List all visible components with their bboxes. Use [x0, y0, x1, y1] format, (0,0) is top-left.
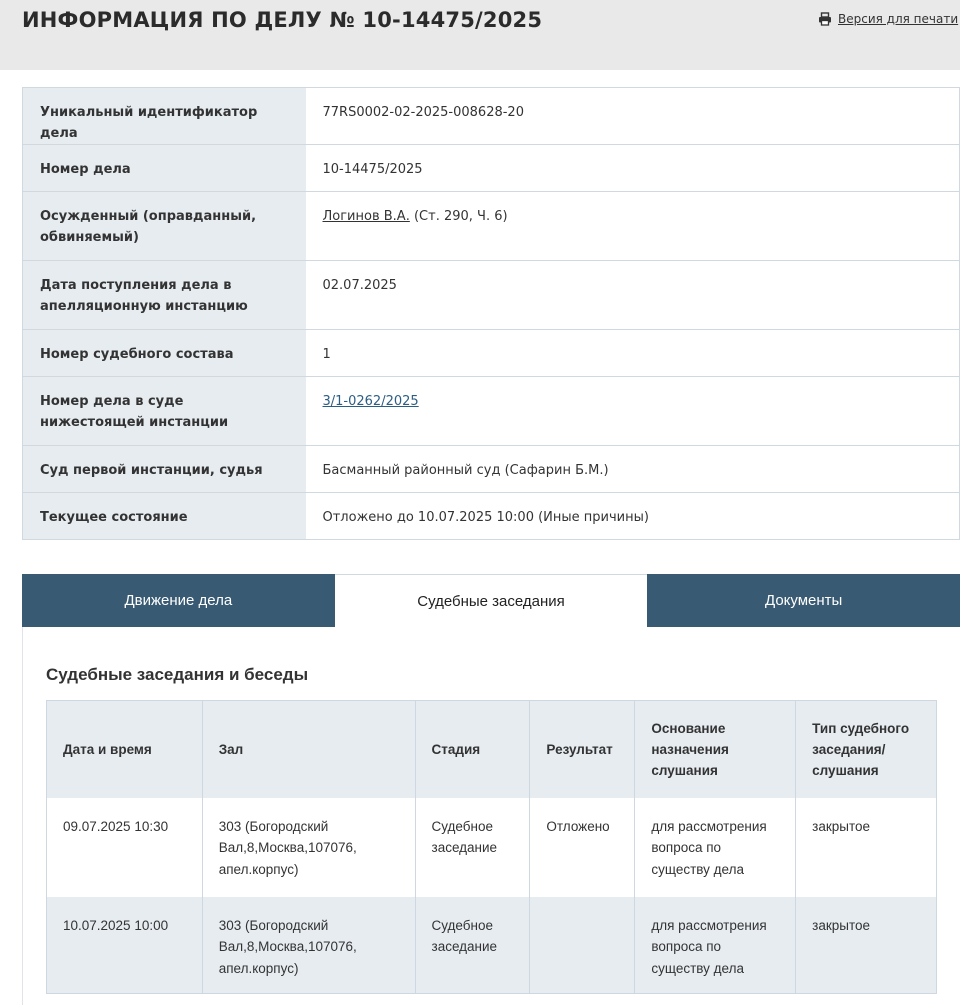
info-row-status — [23, 493, 960, 540]
column-header: Основание назначения слушания — [635, 701, 796, 798]
article-text: (Ст. 290, Ч. 6) — [409, 209, 508, 224]
info-row-panel-number — [23, 330, 960, 377]
info-label: Осужденный (оправданный, обвиняемый) — [23, 192, 306, 261]
section-title: Судебные заседания и беседы — [46, 665, 309, 684]
info-label: Номер судебного состава — [23, 330, 306, 377]
info-row-uid — [23, 88, 960, 145]
column-header: Стадия — [415, 701, 530, 798]
table-cell: Судебное заседание — [415, 798, 530, 897]
column-header: Зал — [202, 701, 415, 798]
info-value: 10-14475/2025 — [306, 145, 960, 192]
print-version-link[interactable] — [818, 12, 958, 26]
info-value — [306, 192, 960, 261]
column-header: Результат — [530, 701, 635, 798]
printer-icon — [818, 12, 832, 26]
tab-court-hearings[interactable]: Судебные заседания — [335, 574, 648, 627]
table-cell: 09.07.2025 10:30 — [47, 798, 203, 897]
info-row-received-date — [23, 261, 960, 330]
hearings-table — [46, 700, 937, 994]
case-info-table — [22, 87, 960, 540]
table-cell: для рассмотрения вопроса по существу дела — [635, 798, 796, 897]
tab-documents[interactable]: Документы — [647, 574, 960, 627]
table-cell: закрытое — [796, 798, 937, 897]
case-tabs — [22, 574, 960, 627]
defendant-link[interactable]: Логинов В.А. — [322, 209, 410, 224]
info-value: Отложено до 10.07.2025 10:00 (Иные причины) — [306, 493, 960, 540]
info-label: Суд первой инстанции, судья — [23, 446, 306, 493]
table-row — [47, 798, 937, 897]
info-row-defendant — [23, 192, 960, 261]
info-label: Дата поступления дела в апелляционную инстанцию — [23, 261, 306, 330]
table-header-row — [47, 701, 937, 798]
column-header: Дата и время — [47, 701, 203, 798]
info-value — [306, 377, 960, 446]
tab-case-movement[interactable]: Движение дела — [22, 574, 335, 627]
table-cell: для рассмотрения вопроса по существу дела — [635, 897, 796, 994]
info-value: 1 — [306, 330, 960, 377]
column-header: Тип судебного заседания/ слушания — [796, 701, 937, 798]
print-version-label[interactable]: Версия для печати — [838, 12, 959, 26]
info-value: 77RS0002-02-2025-008628-20 — [306, 88, 960, 145]
info-value: 02.07.2025 — [306, 261, 960, 330]
info-label: Номер дела — [23, 145, 306, 192]
page-header — [0, 0, 960, 70]
table-cell: закрытое — [796, 897, 937, 994]
page-title: ИНФОРМАЦИЯ ПО ДЕЛУ № 10-14475/2025 — [22, 8, 543, 32]
info-label: Текущее состояние — [23, 493, 306, 540]
hearings-panel — [22, 627, 960, 1005]
info-row-case-number — [23, 145, 960, 192]
table-cell — [530, 897, 635, 994]
info-label: Номер дела в суде нижестоящей инстанции — [23, 377, 306, 446]
table-cell: Отложено — [530, 798, 635, 897]
table-cell: 303 (Богородский Вал,8,Москва,107076, апел.корпус) — [202, 798, 415, 897]
table-cell: Судебное заседание — [415, 897, 530, 994]
info-row-lower-case — [23, 377, 960, 446]
info-row-first-court — [23, 446, 960, 493]
info-value: Басманный районный суд (Сафарин Б.М.) — [306, 446, 960, 493]
table-cell: 303 (Богородский Вал,8,Москва,107076, апел.корпус) — [202, 897, 415, 994]
table-row — [47, 897, 937, 994]
table-cell: 10.07.2025 10:00 — [47, 897, 203, 994]
lower-court-case-link[interactable]: 3/1-0262/2025 — [322, 394, 419, 409]
info-label: Уникальный идентификатор дела — [23, 88, 306, 145]
